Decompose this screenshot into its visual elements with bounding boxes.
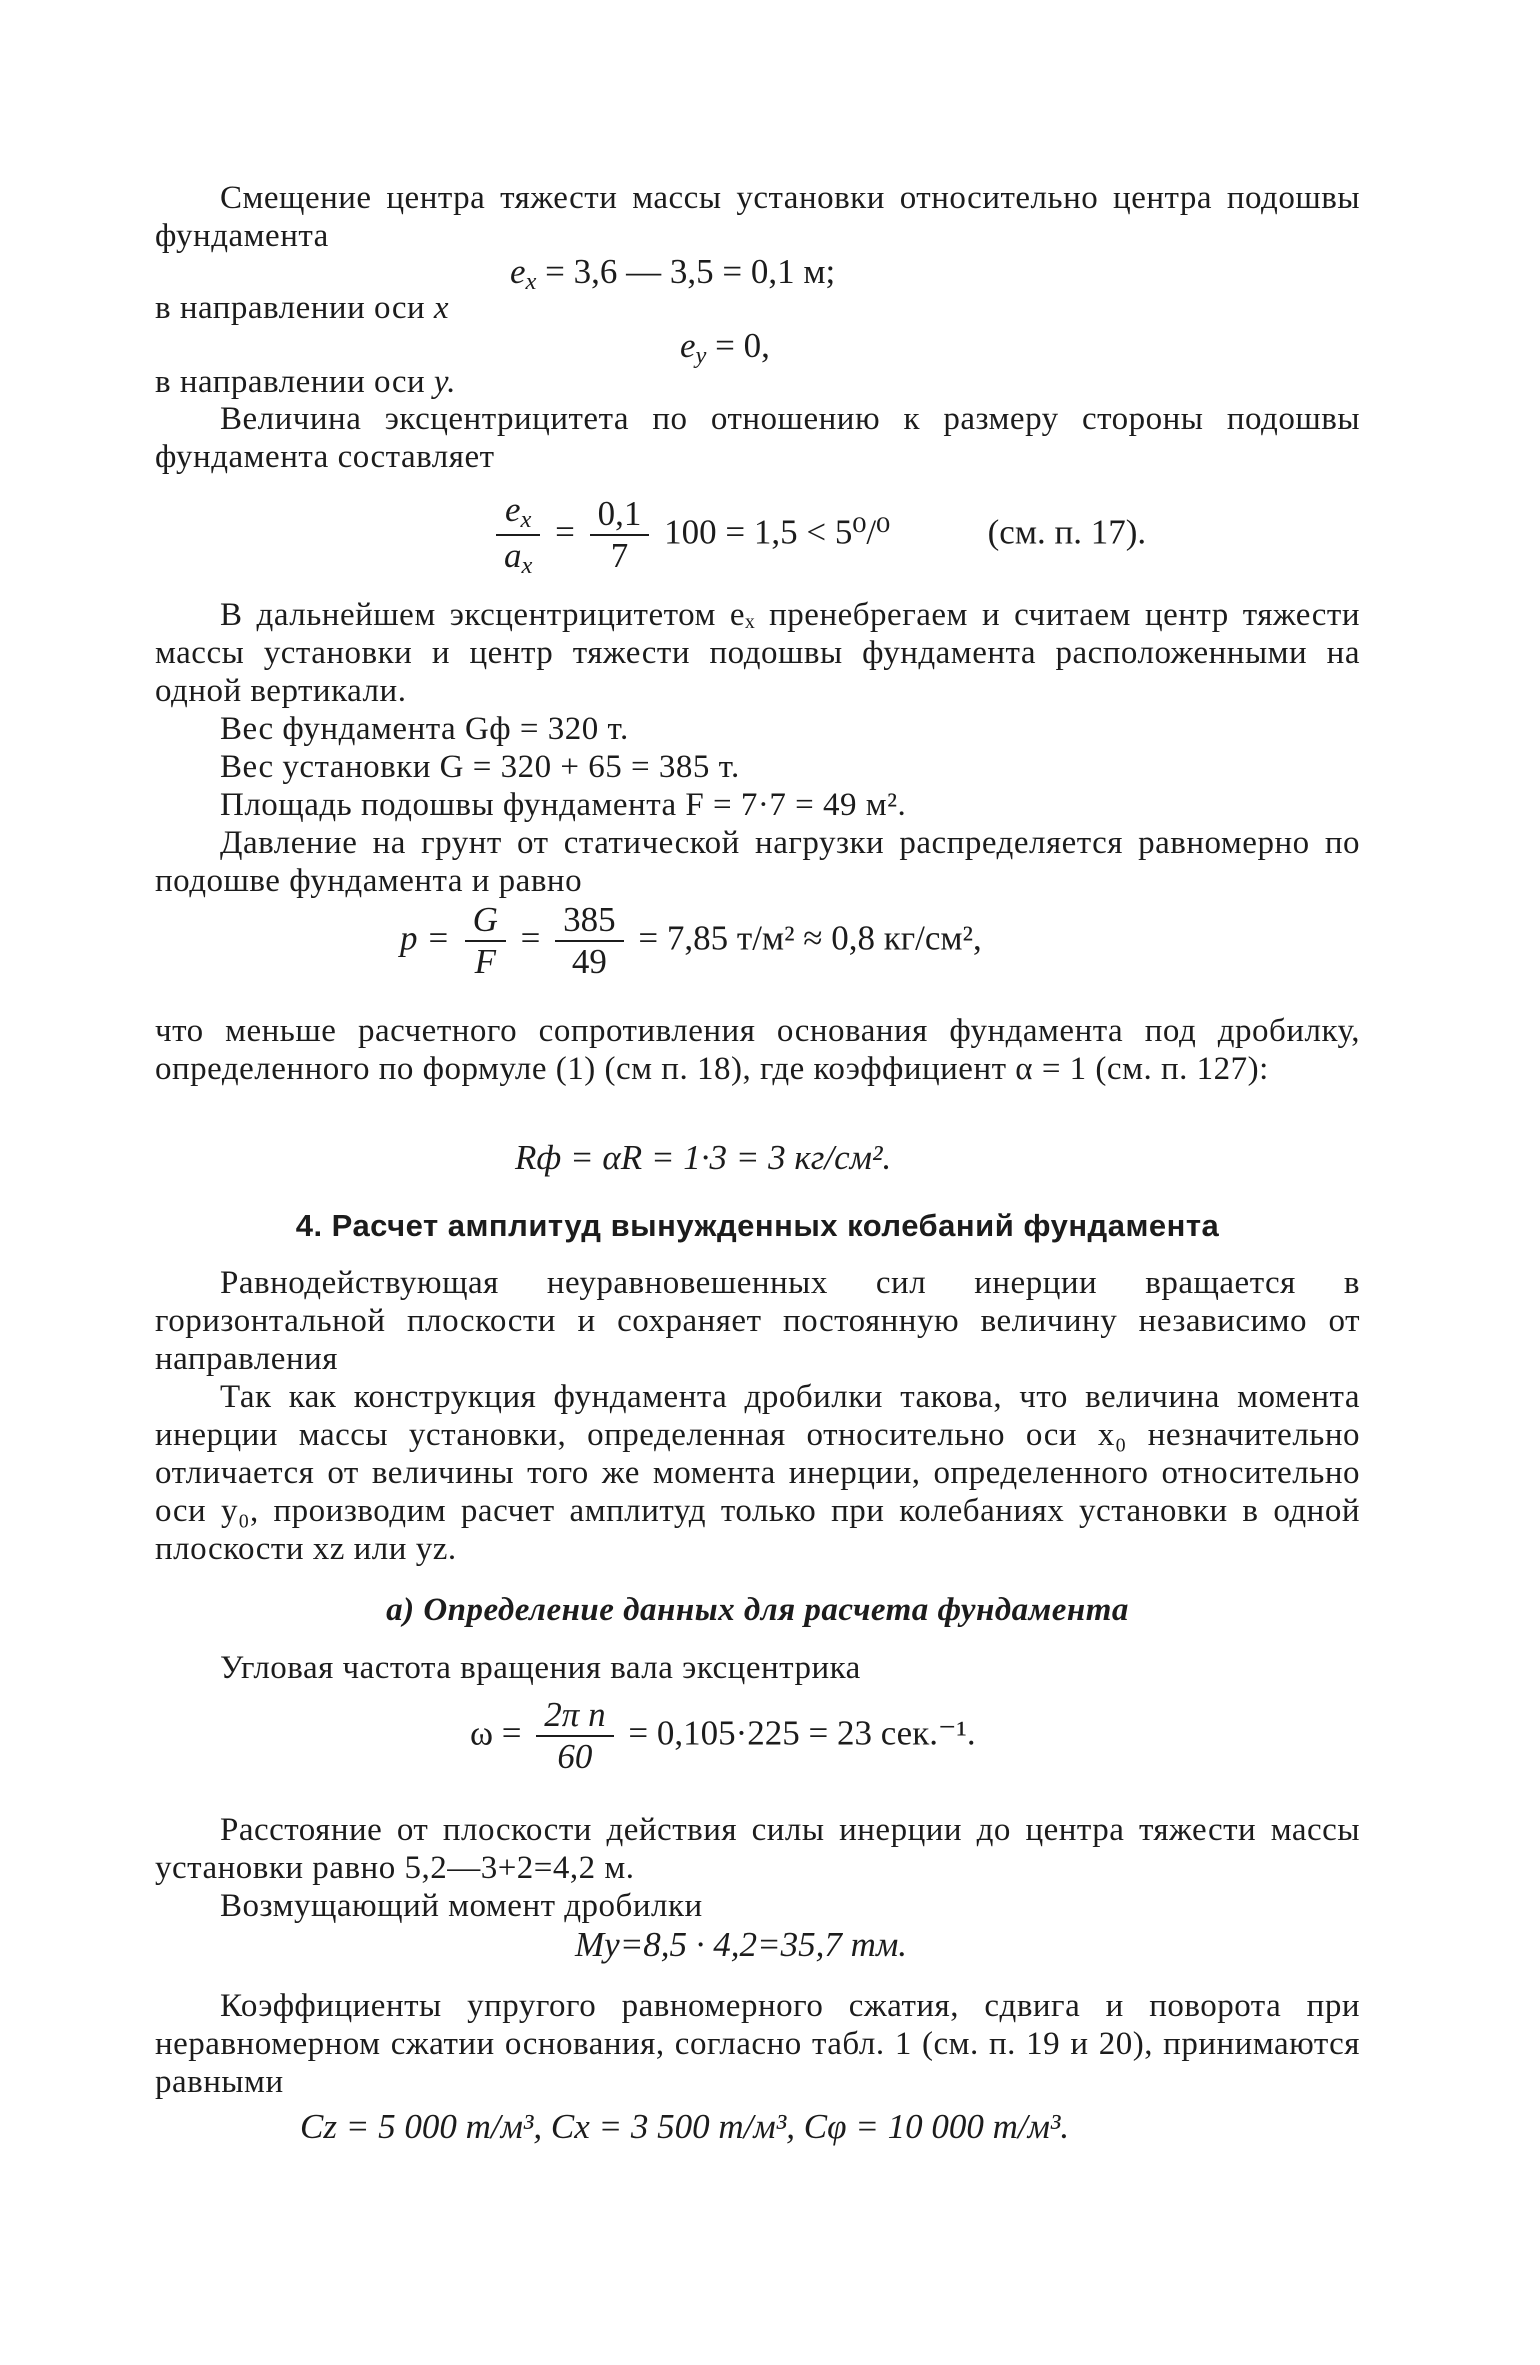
fraction-385-49: $\frac{385}{49}$ xyxy=(555,900,624,983)
text-eccentricity: Величина эксцентрицитета по отношению к размеру стороны подошвы фундамента составляет xyxy=(155,401,1360,475)
fraction-01-7: $\frac{0,1}{7}$ xyxy=(590,494,650,577)
text-dir-x: в направлении оси xyxy=(155,290,426,326)
equation-pressure: p = $\frac{G}{F}$ = $\frac{385}{49}$ = 7,85 т/м² ≈ 0,8 кг/см², xyxy=(400,900,982,982)
equation-ratio-rest: 100 = 1,5 < 5⁰/⁰ xyxy=(664,512,891,552)
equation-ey-value: = 0, xyxy=(715,326,770,365)
paragraph-dir-x: в направлении оси x xyxy=(155,290,450,326)
equation-omega-rest: = 0,105·225 = 23 сек.⁻¹. xyxy=(628,1713,976,1753)
equation-ratio-ref: (см. п. 17). xyxy=(987,512,1147,552)
paragraph-eccentricity xyxy=(155,401,1360,477)
paragraph-resistance xyxy=(155,1013,1360,1089)
paragraph-neglect xyxy=(155,597,1360,901)
equation-r: Rф = αR = 1·3 = 3 кг/см². xyxy=(515,1138,892,1177)
fraction-g-f: $\frac{G}{F}$ xyxy=(465,900,506,983)
equation-coefficients: Cz = 5 000 т/м³, Cx = 3 500 т/м³, Cφ = 10 000 т/м³. xyxy=(300,2107,1070,2146)
paragraph-distance xyxy=(155,1812,1360,1926)
equation-omega: ω = $\frac{\text{2π n}}{60}$ = 0,105·225 = 23 сек.⁻¹. xyxy=(470,1695,976,1777)
text-unit-weight: Вес установки G = 320 + 65 = 385 т. xyxy=(220,748,740,785)
equation-ratio: $\frac{e_x}{a_x}$ = $\frac{0,1}{7}$ 100 = 1,5 < 5⁰/⁰ (см. п. 17). xyxy=(490,490,1146,581)
equation-pressure-rest: = 7,85 т/м² ≈ 0,8 кг/см², xyxy=(638,918,982,958)
text-area: Площадь подошвы фундамента F = 7·7 = 49 м². xyxy=(220,786,907,823)
paragraph-angular xyxy=(155,1650,1360,1688)
text-resistance: что меньше расчетного сопротивления основания фундамента под дробилку, определенного по формуле (1) (см п. 18), где коэффициент α = 1 (см. п. 127): xyxy=(155,1013,1360,1087)
text-coefficients: Коэффициенты упругого равномерного сжатия, сдвига и поворота при неравномерном сжатии основания, согласно табл. 1 (см. п. 19 и 20), принимаются равными xyxy=(155,1988,1360,2100)
paragraph-resultant xyxy=(155,1265,1360,1569)
var-ex: $e_x$ xyxy=(510,252,537,296)
var-ey: $e_y$ xyxy=(680,326,707,370)
paragraph-coefficients xyxy=(155,1988,1360,2102)
equation-moment: Mу=8,5 · 4,2=35,7 тм. xyxy=(575,1925,908,1964)
paragraph-offset xyxy=(155,180,1360,256)
text-resultant: Равнодействующая неуравновешенных сил инерции вращается в горизонтальной плоскости и сохраняет постоянную величину независимо от направления xyxy=(155,1265,1360,1377)
equation-ex-value: = 3,6 — 3,5 = 0,1 м; xyxy=(545,252,836,291)
text-angular-frequency: Угловая частота вращения вала эксцентрика xyxy=(220,1650,861,1686)
text-moment: Возмущающий момент дробилки xyxy=(220,1887,703,1924)
text-moment-inertia: Так как конструкция фундамента дробилки такова, что величина момента инерции массы установки, определенная относительно оси x₀ незначительно отличается от величины того же момента инерции, определенного относительно оси y₀, производим расчет амплитуд только при колебаниях установки в одной плоскости xz или yz. xyxy=(155,1378,1360,1567)
subsection-heading-a: а) Определение данных для расчета фундамента xyxy=(386,1592,1129,1628)
text-dir-y: в направлении оси xyxy=(155,364,426,400)
text-foundation-weight: Вес фундамента Gф = 320 т. xyxy=(220,710,629,747)
text-distance: Расстояние от плоскости действия силы инерции до центра тяжести массы установки равно 5,2—3+2=4,2 м. xyxy=(155,1812,1360,1886)
fraction-ex-ax: $\frac{e_x}{a_x}$ xyxy=(496,490,540,581)
text-neglect: В дальнейшем эксцентрицитетом eₓ пренебрегаем и считаем центр тяжести массы установки и центр тяжести подошвы фундамента расположенными на одной вертикали. xyxy=(155,597,1360,709)
text-offset-intro: Смещение центра тяжести массы установки относительно центра подошвы фундамента xyxy=(155,180,1360,254)
paragraph-dir-y: в направлении оси y. xyxy=(155,364,456,400)
text-pressure: Давление на грунт от статической нагрузки распределяется равномерно по подошве фундамента и равно xyxy=(155,824,1360,899)
section-heading-4: 4. Расчет амплитуд вынужденных колебаний фундамента xyxy=(295,1208,1220,1243)
fraction-2pin-60: $\frac{\text{2π n}}{60}$ xyxy=(536,1695,613,1778)
